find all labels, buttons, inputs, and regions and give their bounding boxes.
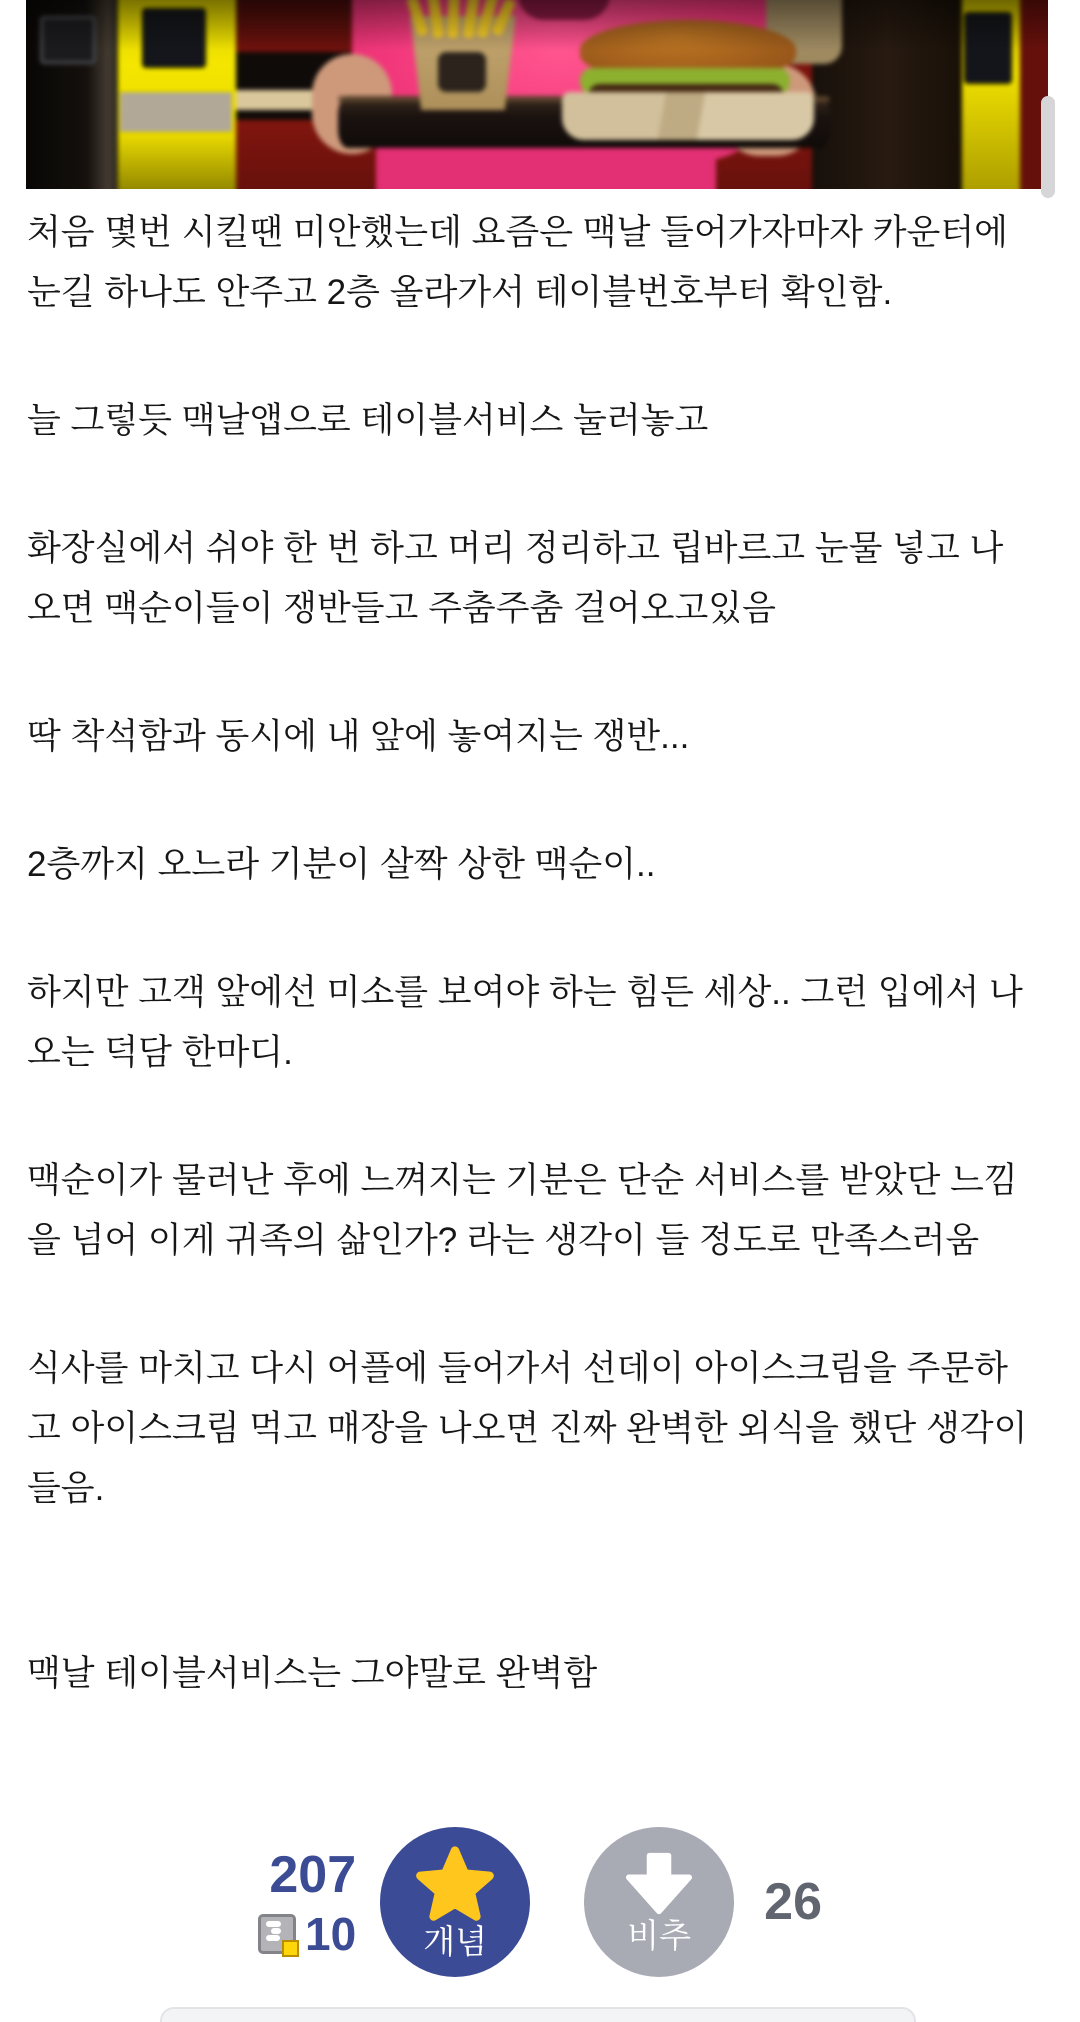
vote-row [0, 1827, 1080, 1977]
upvote-sub-count: 10 [304, 1907, 357, 1960]
upvote-label: 개념 [423, 1922, 488, 1960]
post-text-line: 눈길 하나도 안주고 2층 올라가서 테이블번호부터 확인함. [27, 273, 893, 312]
post-text-line: 들음. [27, 1469, 105, 1508]
post-photo [26, 0, 1048, 189]
post-paragraph [27, 391, 1052, 451]
post-paragraph [27, 1339, 1052, 1519]
post-text-line: 딱 착석함과 동시에 내 앞에 놓여지는 쟁반... [27, 717, 690, 756]
downvote-button[interactable] [584, 1827, 734, 1977]
post-text-line: 처음 몇번 시킬땐 미안했는데 요즘은 맥날 들어가자마자 카운터에 [27, 213, 1008, 252]
down-arrow-icon [625, 1852, 693, 1916]
photo-illustration [26, 0, 1048, 189]
downvote-count: 26 [764, 1873, 822, 1931]
post-text-line: 을 넘어 이게 귀족의 삶인가? 라는 생각이 들 정도로 만족스러움 [27, 1221, 980, 1260]
comment-box[interactable] [160, 2007, 916, 2022]
post-text-line: 2층까지 오느라 기분이 살짝 상한 맥순이.. [27, 845, 656, 884]
post-paragraph [27, 835, 1052, 895]
post-text-line: 식사를 마치고 다시 어플에 들어가서 선데이 아이스크림을 주문하 [27, 1349, 1008, 1388]
upvote-count: 207 [269, 1845, 357, 1904]
post-text-line: 맥날 테이블서비스는 그야말로 완벽함 [27, 1654, 598, 1693]
post-text-line: 오면 맥순이들이 쟁반들고 주춤주춤 걸어오고있음 [27, 589, 776, 628]
post-text-line: 맥순이가 물러난 후에 느껴지는 기분은 단순 서비스를 받았단 느낌 [27, 1161, 1018, 1200]
post-text-line: 화장실에서 쉬야 한 번 하고 머리 정리하고 립바르고 눈물 넣고 나 [27, 529, 1004, 568]
post-paragraph [27, 1587, 1052, 1704]
badge-icon [258, 1914, 296, 1954]
post-paragraph [27, 519, 1052, 639]
star-icon [415, 1846, 495, 1922]
upvote-score-block [258, 1845, 357, 1960]
post-text-line: 고 아이스크림 먹고 매장을 나오면 진짜 완벽한 외식을 했단 생각이 [27, 1409, 1028, 1448]
post-paragraph [27, 963, 1052, 1083]
post-paragraph [27, 1151, 1052, 1271]
post-paragraph [27, 203, 1052, 323]
scrollbar-thumb[interactable] [1041, 96, 1055, 198]
post-text-line: 오는 덕담 한마디. [27, 1033, 293, 1072]
badge-chip [282, 1940, 299, 1957]
post-paragraph [27, 707, 1052, 767]
downvote-label: 비추 [627, 1916, 692, 1954]
upvote-button[interactable] [380, 1827, 530, 1977]
post-paragraphs [27, 203, 1052, 1704]
post-text-line: 하지만 고객 앞에선 미소를 보여야 하는 힘든 세상.. 그런 입에서 나 [27, 973, 1023, 1012]
post-text-line: 늘 그렇듯 맥날앱으로 테이블서비스 눌러놓고 [27, 401, 709, 440]
post-body [0, 189, 1080, 1772]
